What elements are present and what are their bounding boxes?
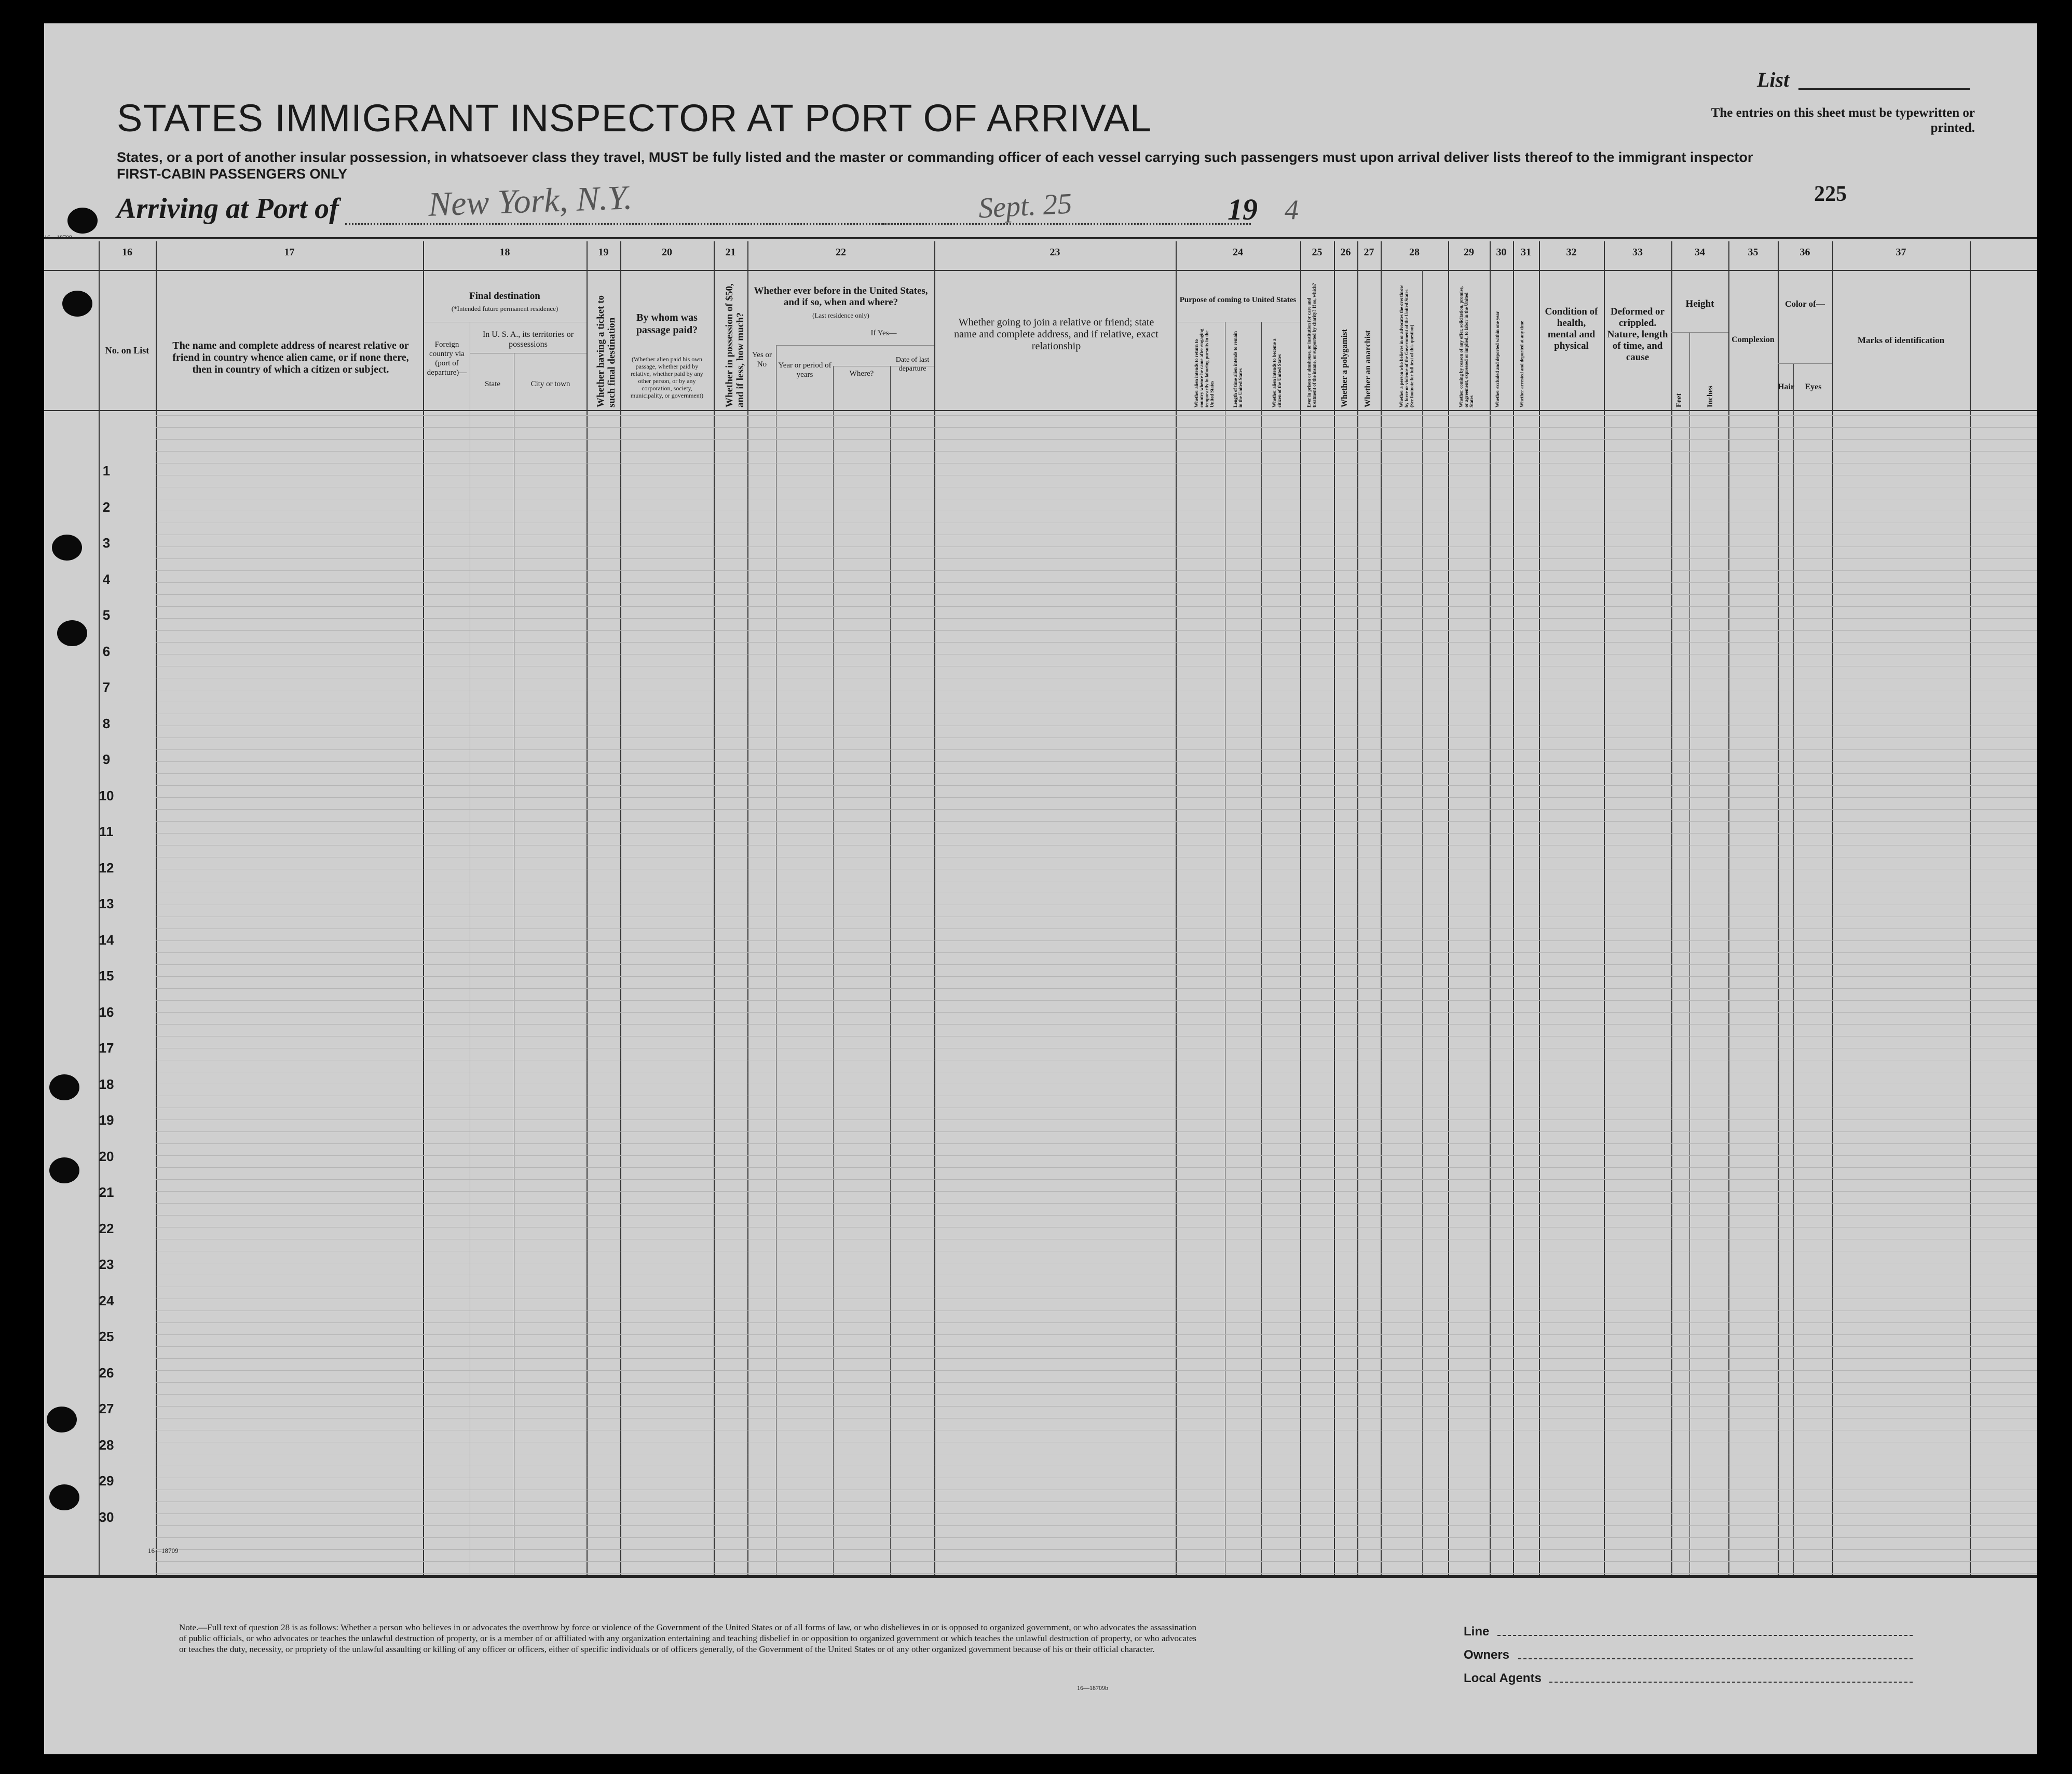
footnote-question-28: Note.—Full text of question 28 is as follows: Whether a person who believes in or advocates the overthrow by force or violence of the Government of the United States or of all forms of law, or who disbelieves in or is opposed to organized government, or who advocates the assassination of public officials, or who advocates or teaches the unlawful destruction of property, or is a member of or affiliated with any organization entertaining and teaching disbelief in or opposition to organized government or which teaches the unlawful destruction of property, or who advocates or teaches the duty, necessity, or propriety of the unlawful assaulting or killing of any officer or officers, either of specific individuals or of officers generally, of the Government of the United States or of any other organized government because of his or their official character.	[179, 1622, 1196, 1654]
header-bottom-rule	[44, 410, 2037, 411]
row-number: 19	[99, 1112, 114, 1128]
header-nearest-relative: The name and complete address of nearest relative or friend in country whence alien came, or if none there, then in country of which a citizen or subject.	[172, 340, 409, 375]
col-number: 22	[836, 247, 846, 258]
ruling-line	[156, 833, 2037, 834]
row-number: 17	[99, 1040, 114, 1056]
col-divider	[1728, 241, 1729, 1575]
ruling-line	[156, 749, 2037, 750]
sheet-number: 225	[1814, 182, 1847, 206]
col-number: 16	[122, 247, 132, 258]
col-number: 34	[1695, 247, 1705, 258]
typewritten-instruction: The entries on this sheet must be typewritten or printed.	[1711, 106, 1975, 135]
header-arrested: Whether arrested and deported at any time	[1519, 321, 1524, 407]
owners-field[interactable]	[1518, 1658, 1913, 1659]
form-sheet	[44, 23, 2037, 1754]
punch-hole	[67, 208, 98, 234]
ruling-line	[156, 1358, 2037, 1359]
punch-hole	[62, 291, 92, 317]
header-prison: Ever in prison or almshouse, or institution for care and treatment of the insane, or supported by charity? If so, which?	[1306, 283, 1317, 407]
punch-hole	[52, 535, 82, 561]
col-divider	[1970, 241, 1971, 1575]
list-label: List	[1757, 68, 1790, 91]
row-number: 9	[102, 752, 111, 767]
header-inches: Inches	[1706, 386, 1714, 407]
col-number: 21	[725, 247, 736, 258]
col-divider	[1357, 241, 1358, 1575]
ruling-line	[156, 761, 2037, 762]
row-number: 21	[99, 1184, 114, 1200]
col-number: 18	[499, 247, 510, 258]
subheader-rule	[1778, 363, 1832, 364]
header-in-usa: In U. S. A., its territories or possessions	[482, 330, 574, 349]
header-labor-offer: Whether coming by reason of any offer, solicitation, promise, or agreement, expressed or implied, to labor in the United States	[1458, 286, 1474, 407]
ruling-line	[156, 940, 2037, 941]
ruling-line	[156, 594, 2037, 595]
row-number: 5	[102, 607, 111, 623]
row-number: 24	[99, 1292, 114, 1308]
ruling-line	[156, 582, 2037, 583]
col-number: 27	[1364, 247, 1374, 258]
col-number: 24	[1233, 247, 1243, 258]
ruling-line	[156, 1000, 2037, 1001]
col-number: 28	[1409, 247, 1420, 258]
header-passage-paid: By whom was passage paid?	[636, 312, 698, 336]
header-yes-or-no: Yes or No	[752, 351, 772, 369]
row-number: 29	[99, 1473, 114, 1489]
col-number: 31	[1521, 247, 1531, 258]
header-deformed: Deformed or crippled. Nature, length of time, and cause	[1607, 306, 1668, 363]
date-value: Sept. 25	[977, 187, 1073, 225]
header-final-destination: Final destination	[469, 291, 540, 302]
year-value: 4	[1285, 194, 1299, 225]
header-excluded: Whether excluded and deported within one year	[1495, 311, 1500, 407]
col-divider	[714, 241, 715, 1575]
subcol-divider	[1261, 322, 1262, 1575]
punch-hole	[49, 1074, 79, 1100]
row-number: 3	[102, 535, 111, 551]
header-foreign-country: Foreign country via (port of departure)—	[427, 340, 467, 377]
ruling-line	[156, 1394, 2037, 1395]
header-city-or-town: City or town	[530, 380, 570, 388]
ruling-line	[156, 451, 2037, 452]
punch-hole	[57, 620, 87, 646]
header-health: Condition of health, mental and physical	[1545, 306, 1598, 351]
header-state: State	[485, 380, 500, 388]
ruling-line	[156, 1346, 2037, 1347]
header-year-or-period: Year or period of years	[778, 361, 831, 379]
header-ticket: Whether having a ticket to such final destination	[595, 295, 617, 407]
row-number: 25	[99, 1329, 114, 1344]
ruling-line	[156, 439, 2037, 440]
col-divider	[1778, 241, 1779, 1575]
col-divider	[423, 241, 424, 1575]
header-where: Where?	[849, 370, 874, 378]
header-before-in-us: Whether ever before in the United States, and if so, when and where?	[754, 285, 928, 308]
ruling-line	[156, 1573, 2037, 1574]
row-number: 14	[99, 932, 114, 948]
ruling-line	[156, 427, 2037, 428]
header-joining-relative: Whether going to join a relative or friend; state name and complete address, and if relative, exact relationship	[954, 317, 1158, 352]
header-color-of: Color of—	[1785, 299, 1825, 309]
header-feet: Feet	[1675, 393, 1683, 407]
header-possession-50: Whether in possession of $50, and if less, how much?	[724, 283, 746, 407]
row-number: 18	[99, 1076, 114, 1092]
header-hair: Hair	[1778, 383, 1794, 391]
ruling-line	[156, 1012, 2037, 1013]
line-field[interactable]	[1497, 1635, 1913, 1636]
col-divider	[1448, 241, 1449, 1575]
header-purpose-return: Whether alien intends to return to country whence he came after engaging temporarily in laboring pursuits in the United States	[1194, 329, 1215, 407]
ruling-line	[156, 1561, 2037, 1562]
row-number: 27	[99, 1401, 114, 1416]
ruling-line	[156, 606, 2037, 607]
header-last-departure: Date of last departure	[895, 356, 930, 373]
col-number: 32	[1566, 247, 1577, 258]
page-title: STATES IMMIGRANT INSPECTOR AT PORT OF ARRIVAL	[117, 97, 1152, 140]
ruling-line	[156, 1143, 2037, 1144]
ruling-line	[156, 558, 2037, 559]
ruling-line	[156, 1131, 2037, 1132]
col-divider	[1604, 241, 1605, 1575]
row-number: 4	[102, 571, 111, 587]
ruling-line	[156, 773, 2037, 774]
col-divider	[934, 241, 935, 1575]
col-number: 23	[1049, 247, 1060, 258]
col-number: 26	[1340, 247, 1351, 258]
row-number: 26	[99, 1364, 114, 1381]
line-label: Line	[1464, 1625, 1490, 1639]
row-number: 22	[99, 1220, 114, 1236]
row-number: 20	[99, 1148, 114, 1164]
ruling-line	[156, 797, 2037, 798]
col-number: 30	[1496, 247, 1507, 258]
header-purpose-citizen: Whether alien intends to become a citizen of the United States	[1272, 338, 1282, 407]
col-number: 36	[1800, 247, 1810, 258]
header-eyes: Eyes	[1805, 383, 1822, 391]
ruling-line	[156, 976, 2037, 977]
table-top-rule	[44, 237, 2037, 239]
header-purpose: Purpose of coming to United States	[1179, 296, 1297, 304]
ruling-line	[156, 1155, 2037, 1156]
header-no-on-list: No. on List	[105, 345, 149, 356]
ruling-line	[156, 1549, 2037, 1550]
header-purpose-length: Length of time alien intends to remain in the United States	[1233, 331, 1243, 407]
row-number: 15	[99, 968, 114, 984]
ruling-line	[156, 1167, 2037, 1168]
first-cabin-note: FIRST-CABIN PASSENGERS ONLY	[117, 166, 348, 182]
column-number-rule	[44, 270, 2037, 271]
header-last-residence: (Last residence only)	[812, 311, 869, 319]
col-number: 17	[284, 247, 295, 258]
subheader-rule	[1671, 332, 1728, 333]
year-prefix: 19	[1228, 193, 1258, 226]
ruling-line	[156, 1024, 2037, 1025]
row-number: 6	[102, 643, 111, 659]
ruling-line	[156, 1537, 2037, 1538]
list-field[interactable]	[1798, 88, 1970, 90]
row-number: 12	[99, 859, 114, 876]
col-divider	[1832, 241, 1833, 1575]
row-number: 11	[99, 824, 114, 839]
header-polygamist: Whether a polygamist	[1340, 329, 1349, 407]
subcol-divider	[1793, 363, 1794, 1575]
header-anarchist: Whether an anarchist	[1364, 330, 1372, 407]
ruling-line	[156, 1191, 2037, 1192]
arriving-label: Arriving at Port of	[117, 193, 339, 225]
row-number: 1	[102, 463, 111, 479]
local-agents-field[interactable]	[1549, 1682, 1913, 1683]
col-divider	[1300, 241, 1301, 1575]
ruling-line	[156, 630, 2037, 631]
header-if-yes: If Yes—	[870, 329, 897, 337]
ruling-line	[156, 1406, 2037, 1407]
row-number: 28	[99, 1437, 114, 1453]
ruling-line	[156, 1334, 2037, 1335]
header-height: Height	[1685, 298, 1714, 309]
header-complexion: Complexion	[1732, 335, 1775, 344]
col-number: 33	[1632, 247, 1643, 258]
col-divider	[587, 241, 588, 1575]
subcol-divider	[1422, 270, 1423, 1575]
form-code-table: 16—18709	[148, 1547, 179, 1554]
ruling-line	[156, 618, 2037, 619]
col-number: 19	[598, 247, 609, 258]
row-number: 13	[99, 896, 114, 911]
ruling-line	[156, 1322, 2037, 1323]
ruling-line	[156, 570, 2037, 571]
ruling-line	[156, 1382, 2037, 1383]
ruling-line	[156, 1179, 2037, 1180]
row-number: 16	[99, 1004, 114, 1020]
col-number: 25	[1312, 247, 1323, 258]
row-number: 30	[99, 1509, 114, 1525]
header-overthrow: Whether a person who believes in or advocates the overthrow by force or violence of the Government of the United States (See footnote for full text of this question)	[1399, 285, 1414, 407]
ruling-line	[156, 952, 2037, 953]
col-divider	[747, 241, 748, 1575]
punch-hole	[47, 1407, 77, 1432]
owners-label: Owners	[1464, 1648, 1510, 1662]
row-number: 23	[99, 1257, 114, 1272]
ruling-line	[156, 964, 2037, 965]
header-final-destination-note: (*Intended future permanent residence)	[451, 305, 558, 312]
col-divider	[1334, 241, 1335, 1575]
form-code-top: 16—18709	[44, 234, 72, 241]
table-bottom-rule	[44, 1575, 2037, 1578]
col-divider	[156, 241, 157, 1575]
col-divider	[1176, 241, 1177, 1575]
row-number: 7	[102, 679, 111, 695]
col-divider	[1381, 241, 1382, 1575]
ruling-line	[156, 1215, 2037, 1216]
date-field[interactable]	[882, 223, 1251, 225]
subheader-rule	[776, 345, 934, 346]
ruling-line	[156, 1513, 2037, 1514]
col-divider	[1671, 241, 1672, 1575]
port-value: New York, N.Y.	[427, 179, 633, 224]
local-agents-label: Local Agents	[1464, 1671, 1542, 1685]
ruling-line	[156, 785, 2037, 786]
col-divider	[1490, 241, 1491, 1575]
ruling-line	[156, 988, 2037, 989]
subcol-divider	[1689, 332, 1690, 1575]
ruling-line	[156, 809, 2037, 810]
col-divider	[1539, 241, 1540, 1575]
col-divider	[620, 241, 621, 1575]
col-number: 29	[1464, 247, 1474, 258]
col-number: 35	[1748, 247, 1759, 258]
row-number: 8	[102, 715, 111, 731]
ruling-line	[156, 1370, 2037, 1371]
ruling-line	[156, 415, 2037, 416]
header-marks-identification: Marks of identification	[1857, 335, 1945, 345]
form-subtitle: States, or a port of another insular possession, in whatsoever class they travel, MUST be fully listed and the master or commanding officer of each vessel carrying such passengers must upon arrival deliver lists thereof to the immigrant inspector	[117, 149, 1753, 165]
col-divider	[1513, 241, 1514, 1575]
footnote-form-code: 16—18709b	[1077, 1684, 1108, 1691]
row-number: 10	[99, 787, 114, 803]
punch-hole	[49, 1157, 79, 1183]
header-passage-paid-note: (Whether alien paid his own passage, whether paid by relative, whether paid by any other person, or by any corporation, society, municipality, or government)	[630, 356, 704, 399]
col-number: 20	[662, 247, 672, 258]
ruling-line	[156, 1203, 2037, 1204]
ruling-line	[156, 821, 2037, 822]
row-number: 2	[102, 499, 111, 515]
ruling-line	[156, 1525, 2037, 1526]
ruling-line	[156, 642, 2037, 643]
col-number: 37	[1896, 247, 1906, 258]
punch-hole	[49, 1484, 79, 1510]
